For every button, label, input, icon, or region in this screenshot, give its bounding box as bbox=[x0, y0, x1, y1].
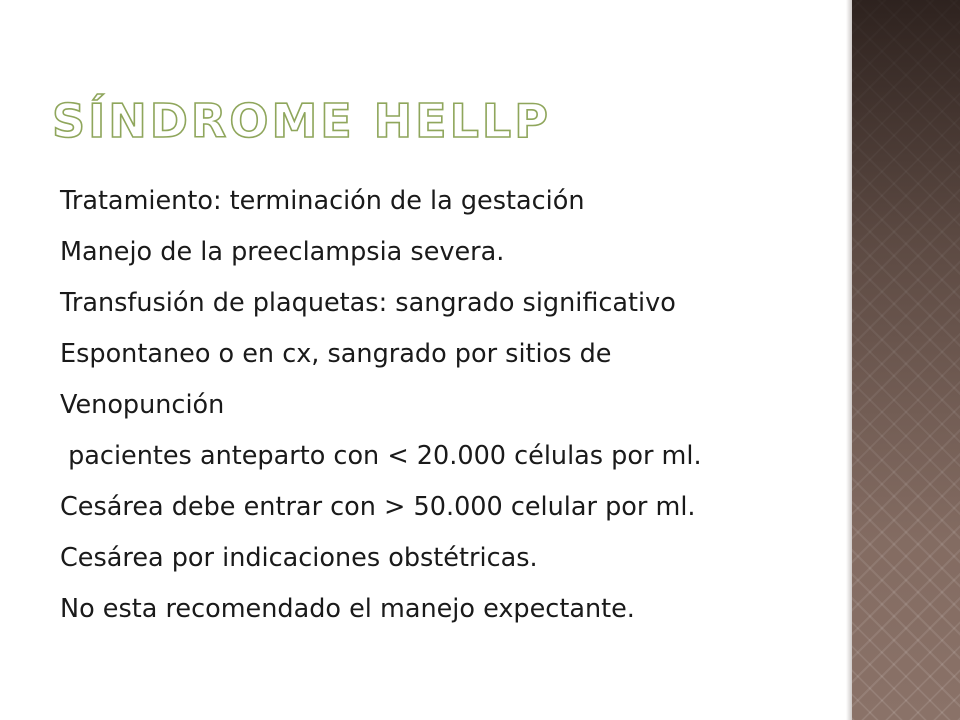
body-line-5: Venopunción bbox=[60, 390, 225, 420]
body-line-4: Espontaneo o en cx, sangrado por sitios de bbox=[60, 339, 612, 369]
slide-body bbox=[60, 176, 840, 635]
body-line-3: Transfusión de plaquetas: sangrado significativo bbox=[60, 288, 676, 318]
body-line-6: pacientes anteparto con < 20.000 células por ml. bbox=[60, 441, 702, 471]
slide-title: SÍNDROME HELLP bbox=[52, 94, 551, 148]
body-line-8: Cesárea por indicaciones obstétricas. bbox=[60, 543, 538, 573]
decorative-side-panel bbox=[852, 0, 960, 720]
body-line-1: Tratamiento: terminación de la gestación bbox=[60, 186, 585, 216]
body-line-2: Manejo de la preeclampsia severa. bbox=[60, 237, 505, 267]
body-line-7: Cesárea debe entrar con > 50.000 celular por ml. bbox=[60, 492, 696, 522]
body-line-9: No esta recomendado el manejo expectante. bbox=[60, 594, 635, 624]
